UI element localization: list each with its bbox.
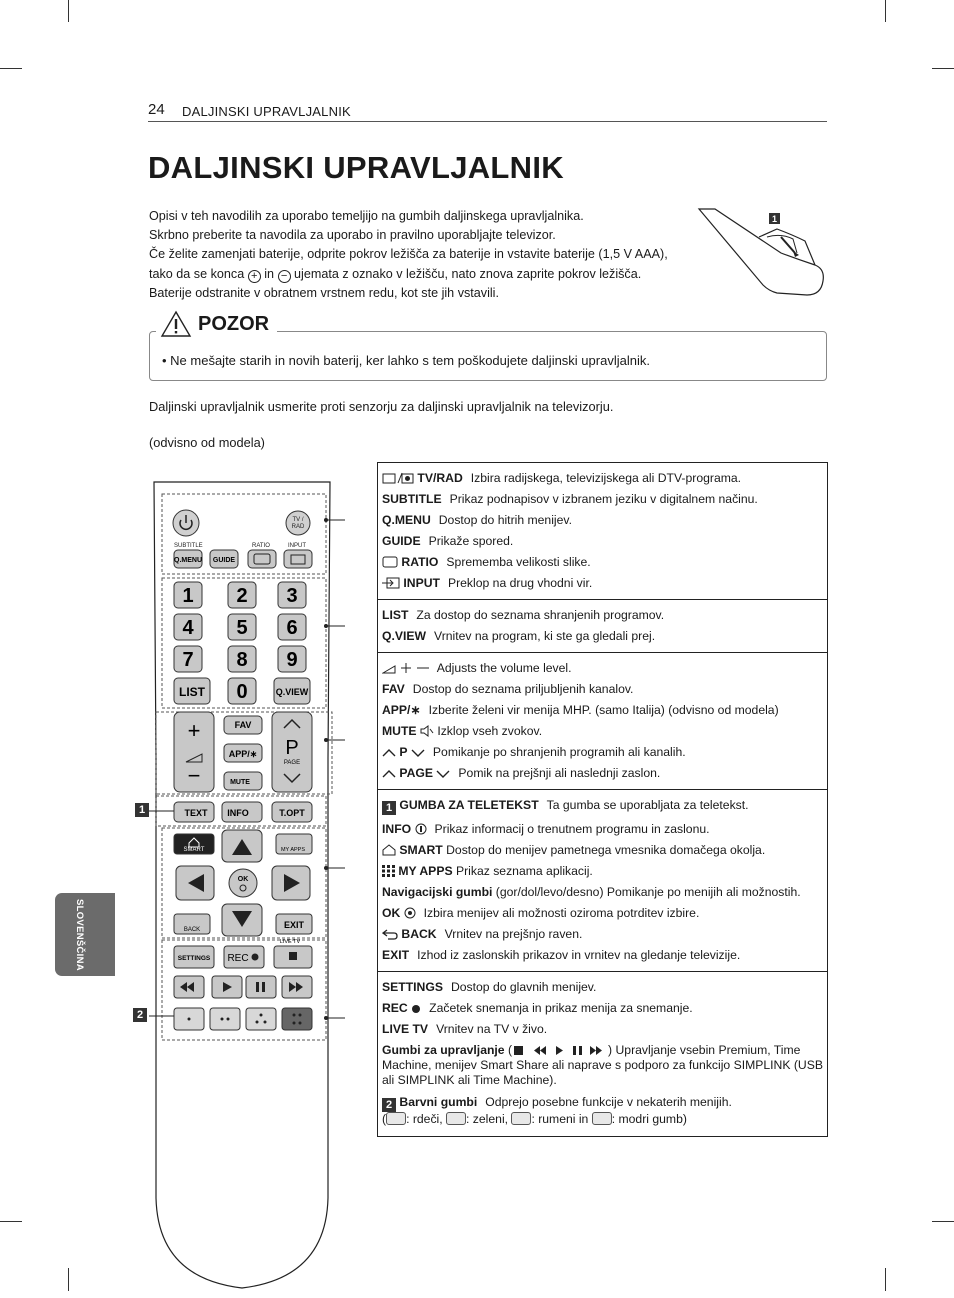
language-tab <box>55 893 115 976</box>
crop-mark <box>68 1268 69 1291</box>
button-description: Prikaz podnapisov v izbranem jeziku v digitalnem načinu. <box>449 492 758 506</box>
ratio-icon <box>382 556 398 568</box>
button-description: Izbira radijskega, televizijskega ali DTV-programa. <box>470 471 742 485</box>
button-description: Preklop na drug vhodni vir. <box>447 576 593 590</box>
crop-mark <box>932 1221 954 1222</box>
green-button-icon <box>446 1112 466 1125</box>
button-description: : zeleni, <box>466 1112 509 1126</box>
table-row <box>382 745 827 759</box>
plus-terminal-icon: + <box>248 270 261 283</box>
button-name: SMART <box>399 843 443 857</box>
button-description: Izbira menijev ali možnosti oziroma potrditev izbire. <box>423 906 700 920</box>
table-row <box>382 471 827 485</box>
battery-cover-illustration <box>697 207 827 299</box>
warning-icon <box>160 310 192 338</box>
button-name: GUMBA ZA TELETEKST <box>399 798 539 812</box>
svg-text:RAD: RAD <box>291 524 305 530</box>
button-description: Izklop vseh zvokov. <box>437 724 543 738</box>
home-icon <box>382 844 396 856</box>
red-button-icon <box>386 1112 406 1125</box>
button-description: Izberite želeni vir menija MHP. (samo Italija) (odvisno od modela) <box>428 703 779 717</box>
button-name: GUIDE <box>382 534 421 548</box>
svg-text:Q.MENU: Q.MENU <box>174 557 202 564</box>
button-description: ( <box>507 1043 513 1057</box>
svg-text:RATIO: RATIO <box>252 543 270 549</box>
crop-mark <box>885 1268 886 1291</box>
table-row <box>382 629 827 643</box>
button-name: TV/RAD <box>417 471 463 485</box>
svg-text:FAV: FAV <box>234 720 252 730</box>
svg-text:4: 4 <box>182 617 194 639</box>
svg-text:5: 5 <box>236 617 248 639</box>
yellow-button-icon <box>511 1112 531 1125</box>
button-description: : modri gumb) <box>611 1112 687 1126</box>
button-name: PAGE <box>399 766 434 780</box>
table-row <box>382 885 827 899</box>
svg-text:EXIT: EXIT <box>283 920 305 930</box>
button-name: EXIT <box>382 948 410 962</box>
table-row <box>382 576 827 590</box>
svg-text:GUIDE: GUIDE <box>212 557 236 564</box>
svg-text:Q.VIEW: Q.VIEW <box>275 687 309 697</box>
table-row <box>382 724 827 738</box>
crop-mark <box>68 0 69 22</box>
table-row <box>382 906 827 920</box>
svg-text:1: 1 <box>182 585 194 607</box>
svg-text:INFO: INFO <box>227 808 249 818</box>
intro-line: Če želite zamenjati baterije, odprite pokrov ležišča za baterije in vstavite baterije (1,5 V AAA), <box>149 247 668 262</box>
table-row <box>382 661 827 675</box>
button-description: Dostop do glavnih menijev. <box>450 980 597 994</box>
caution-text: • Ne mešajte starih in novih baterij, ker lahko s tem poškodujete daljinski upravljalnik. <box>162 353 650 368</box>
record-icon <box>411 1004 421 1014</box>
table-row <box>382 492 827 506</box>
button-description: Pomik na prejšnji ali naslednji zaslon. <box>458 766 661 780</box>
svg-text:9: 9 <box>286 649 298 671</box>
button-name: MUTE <box>382 724 417 738</box>
ok-icon <box>404 907 416 919</box>
table-row <box>382 843 827 857</box>
svg-text:MY APPS: MY APPS <box>280 847 306 853</box>
table-row <box>382 948 827 962</box>
crop-mark <box>885 0 886 22</box>
intro-line: Baterije odstranite v obratnem vrstnem redu, kot ste jih vstavili. <box>149 285 499 300</box>
button-description: : rdeči, <box>406 1112 443 1126</box>
crop-mark <box>0 68 22 69</box>
button-description: Adjusts the volume level. <box>436 661 572 675</box>
intro-fragment: in <box>264 266 275 281</box>
svg-text:1: 1 <box>771 214 778 224</box>
button-description: Vrnitev na program, ki ste ga gledali prej. <box>434 629 656 643</box>
button-description: Vrnitev na TV v živo. <box>436 1022 548 1036</box>
button-description: Prikaže spored. <box>428 534 514 548</box>
table-section <box>378 790 827 972</box>
svg-text:+: + <box>187 718 201 743</box>
svg-text:MUTE: MUTE <box>230 779 250 786</box>
table-row <box>382 703 827 717</box>
button-description: : rumeni in <box>531 1112 589 1126</box>
svg-text:TEXT: TEXT <box>184 808 208 818</box>
button-name: INPUT <box>403 576 440 590</box>
table-row <box>382 1001 827 1015</box>
chevron-down-icon <box>436 769 450 779</box>
svg-text:3: 3 <box>286 585 298 607</box>
intro-line: Skrbno preberite ta navodila za uporabo in pravilno uporabljajte televizor. <box>149 228 556 243</box>
table-row <box>382 608 827 622</box>
svg-text:TV /: TV / <box>292 517 304 523</box>
remote-control-illustration <box>140 478 345 1298</box>
button-name: REC <box>382 1001 408 1015</box>
button-description: Sprememba velikosti slike. <box>446 555 591 569</box>
svg-text:SUBTITLE: SUBTITLE <box>174 543 203 549</box>
table-section <box>378 600 827 653</box>
table-row <box>382 1043 827 1088</box>
table-row <box>382 980 827 994</box>
tv-radio-icon <box>382 472 414 484</box>
button-description-table <box>377 462 828 1137</box>
pointing-instruction: Daljinski upravljalnik usmerite proti senzorju za daljinski upravljalnik na televizorju. <box>149 399 614 414</box>
svg-text:0: 0 <box>236 681 248 703</box>
svg-text:7: 7 <box>182 649 194 671</box>
svg-text:REC: REC <box>227 953 249 964</box>
table-row <box>382 798 827 815</box>
button-name: P <box>399 745 408 759</box>
button-name: MY APPS <box>398 864 453 878</box>
callout-1-label: 1 <box>382 801 396 815</box>
table-row <box>382 513 827 527</box>
svg-text:SMART: SMART <box>183 847 205 853</box>
table-row <box>382 766 827 780</box>
table-row <box>382 534 827 548</box>
callout-2-label: 2 <box>382 1098 396 1112</box>
table-section <box>378 653 827 790</box>
volume-icon <box>382 662 434 674</box>
svg-text:T.OPT: T.OPT <box>279 808 305 818</box>
language-tab-label: SLOVENŠČINA <box>74 899 85 971</box>
button-name: Barvni gumbi <box>399 1095 478 1109</box>
model-note: (odvisno od modela) <box>149 435 265 450</box>
table-section <box>378 972 827 1136</box>
svg-text:6: 6 <box>286 617 298 639</box>
button-name: INFO <box>382 822 412 836</box>
page-title: DALJINSKI UPRAVLJALNIK <box>148 150 564 185</box>
button-name: APP/∗ <box>382 703 421 717</box>
button-description: Izhod iz zaslonskih prikazov in vrnitev na gledanje televizije. <box>417 948 741 962</box>
table-row <box>382 864 827 878</box>
svg-text:P: P <box>285 737 299 759</box>
chevron-down-icon <box>411 748 425 758</box>
table-row <box>382 927 827 941</box>
button-name: LIST <box>382 608 409 622</box>
button-description: ) Upravljanje vsebin Premium, Time Machine, menijev Smart Share ali naprave s podporo za funkcijo SIMPLINK (USB ali SIMPLINK ali Time Machine). <box>382 1043 823 1087</box>
svg-text:APP/∗: APP/∗ <box>228 749 258 759</box>
button-description: Prikaz seznama aplikacij. <box>455 864 593 878</box>
button-description: Vrnitev na prejšnjo raven. <box>444 927 583 941</box>
table-row <box>382 822 827 836</box>
table-row <box>382 1022 827 1036</box>
button-description: Pomikanje po shranjenih programih ali kanalih. <box>432 745 686 759</box>
button-description: Dostop do hitrih menijev. <box>438 513 572 527</box>
button-name: BACK <box>401 927 437 941</box>
button-description: Začetek snemanja in prikaz menija za snemanje. <box>429 1001 693 1015</box>
info-icon <box>415 823 427 835</box>
crop-mark <box>932 68 954 69</box>
button-name: OK <box>382 906 401 920</box>
chevron-up-icon <box>382 769 396 779</box>
button-name: Navigacijski gumbi <box>382 885 493 899</box>
button-description: Za dostop do seznama shranjenih programov. <box>416 608 665 622</box>
page-number: 24 <box>148 101 165 118</box>
chevron-up-icon <box>382 748 396 758</box>
svg-text:PAGE: PAGE <box>283 760 301 766</box>
intro-line <box>149 265 689 284</box>
button-name: LIVE TV <box>382 1022 429 1036</box>
svg-text:2: 2 <box>236 585 248 607</box>
button-description: ( <box>382 1112 387 1126</box>
minus-terminal-icon: − <box>278 270 291 283</box>
button-description: (gor/dol/levo/desno) Pomikanje po menijih ali možnostih. <box>495 885 801 899</box>
button-name: Gumbi za upravljanje <box>382 1043 505 1057</box>
apps-grid-icon <box>382 865 395 877</box>
button-description: Dostop do seznama priljubljenih kanalov. <box>412 682 634 696</box>
mute-icon <box>420 725 434 737</box>
button-name: RATIO <box>401 555 439 569</box>
svg-text:OK: OK <box>237 876 249 883</box>
button-name: FAV <box>382 682 405 696</box>
svg-text:−: − <box>187 763 201 788</box>
button-name: SETTINGS <box>382 980 443 994</box>
table-row <box>382 682 827 696</box>
button-description: Dostop do menijev pametnega vmesnika domačega okolja. <box>446 843 766 857</box>
table-row <box>382 555 827 569</box>
table-row <box>382 1095 827 1127</box>
button-description: Ta gumba se uporabljata za teletekst. <box>546 798 749 812</box>
button-name: Q.MENU <box>382 513 431 527</box>
intro-line: Opisi v teh navodilih za uporabo temeljijo na gumbih daljinskega upravljalnika. <box>149 209 584 223</box>
input-icon <box>382 577 400 589</box>
back-icon <box>382 928 398 940</box>
callout-2: 2 <box>133 1008 147 1022</box>
caution-heading <box>156 310 277 338</box>
svg-text:BACK: BACK <box>183 927 201 933</box>
intro-fragment: tako da se konca <box>149 266 245 281</box>
caution-title: POZOR <box>198 312 270 335</box>
button-description: Prikaz informacij o trenutnem programu in zaslonu. <box>434 822 710 836</box>
button-name: Q.VIEW <box>382 629 427 643</box>
callout-1: 1 <box>135 803 149 817</box>
crop-mark <box>0 1221 22 1222</box>
intro-text <box>149 207 689 303</box>
svg-text:8: 8 <box>236 649 248 671</box>
button-name: SUBTITLE <box>382 492 442 506</box>
svg-text:SETTINGS: SETTINGS <box>177 955 211 962</box>
svg-text:LIST: LIST <box>179 685 205 699</box>
button-description: Odprejo posebne funkcije v nekaterih menijih. <box>485 1095 732 1109</box>
table-section <box>378 463 827 600</box>
svg-text:INPUT: INPUT <box>288 543 306 549</box>
blue-button-icon <box>592 1112 612 1125</box>
intro-fragment: ujemata z oznako v ležišču, nato znova zaprite pokrov ležišča. <box>294 266 642 281</box>
playback-controls-icon <box>512 1045 608 1056</box>
header-divider <box>148 121 827 122</box>
running-header: DALJINSKI UPRAVLJALNIK <box>182 104 351 119</box>
svg-text:LIVE TV: LIVE TV <box>279 939 301 945</box>
